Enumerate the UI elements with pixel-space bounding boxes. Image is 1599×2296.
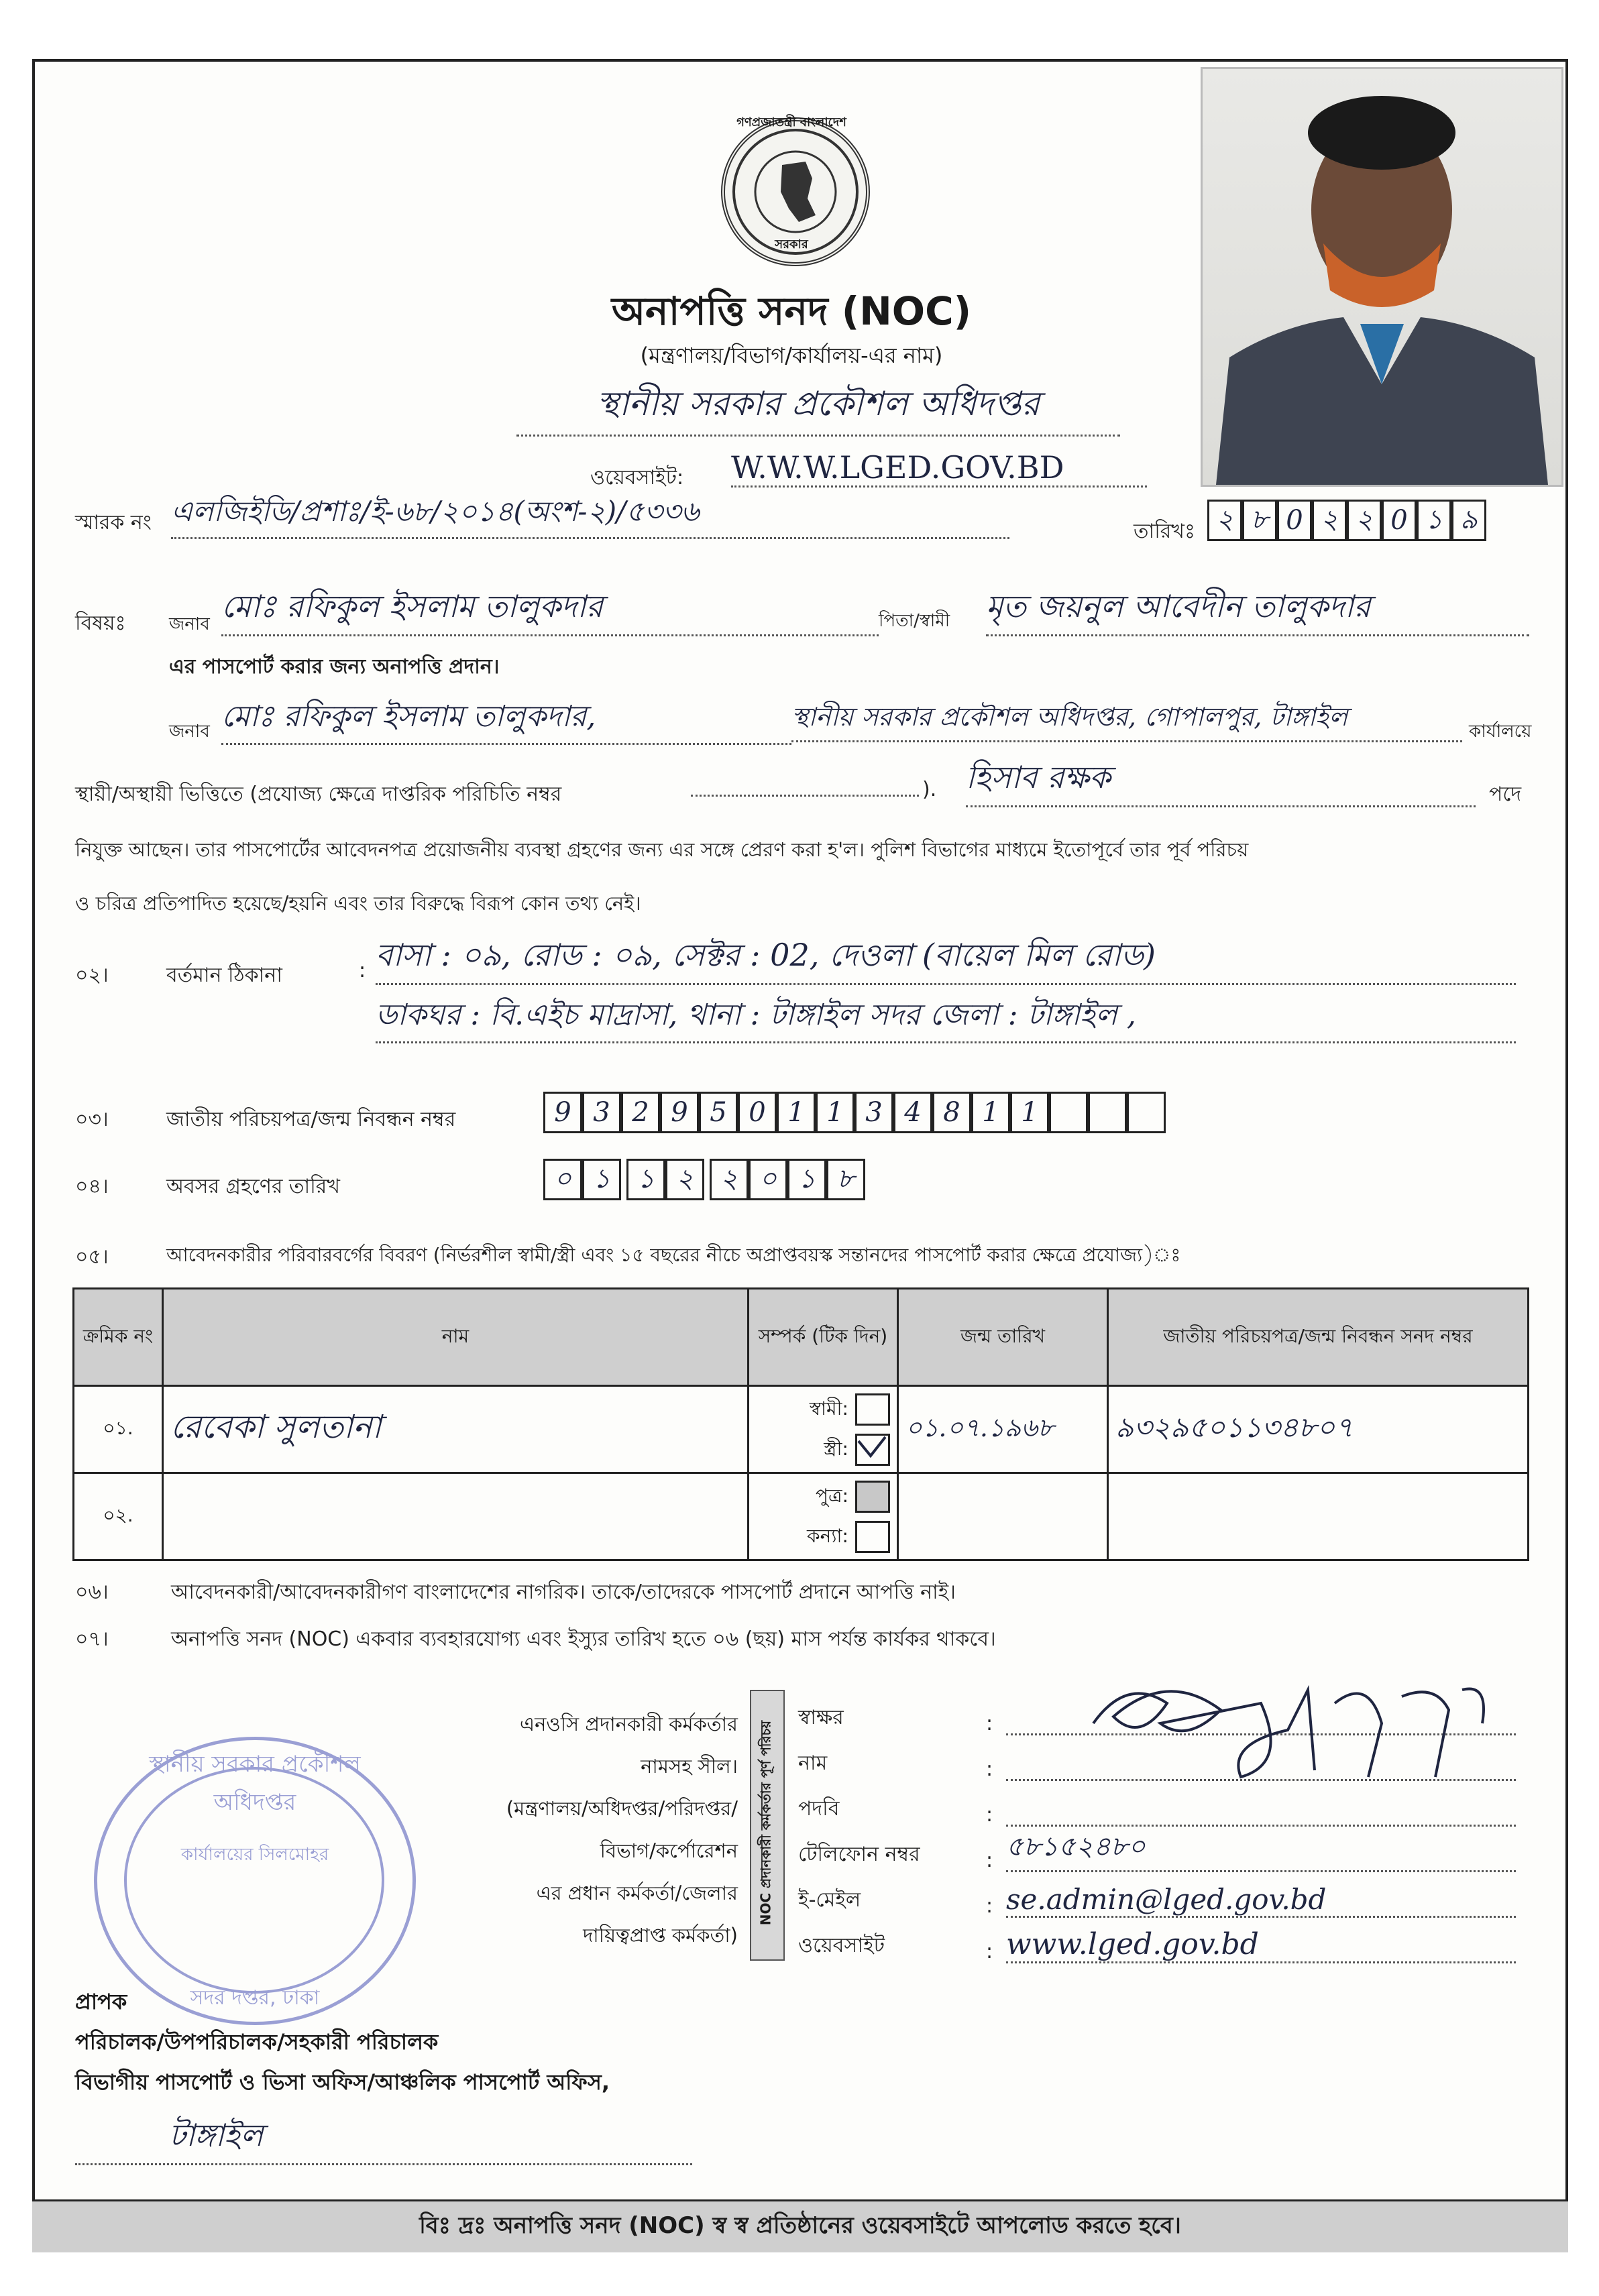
issuer-line: এর প্রধান কর্মকর্তা/জেলার <box>536 1882 738 1904</box>
para-name: মোঃ রফিকুল ইসলাম তালুকদার, <box>221 694 791 745</box>
father-name: মৃত জয়নুল আবেদীন তালুকদার <box>986 583 1529 636</box>
date-digit: 0 <box>1277 500 1312 541</box>
ministry-subtitle: (মন্ত্রণালয়/বিভাগ/কার্যালয়-এর নাম) <box>640 343 943 368</box>
para-office-suffix: কার্যালয়ে <box>1469 722 1532 742</box>
janab-label: জনাব <box>169 614 210 634</box>
item02-label: বর্তমান ঠিকানা <box>166 964 282 987</box>
portrait-icon <box>1203 69 1561 485</box>
table-row <box>74 1473 1529 1560</box>
memo-value: এলজিইডি/প্রশাঃ/ই-৬৮/২০১৪(অংশ-২)/৫৩৩৬ <box>171 490 1009 539</box>
item06-text: আবেদনকারী/আবেদনকারীগণ বাংলাদেশের নাগরিক। তাকে/তাদেরকে পাসপোর্ট প্রদানে আপত্তি নাই। <box>171 1581 956 1604</box>
rel-son-label: পুত্র: <box>815 1484 848 1507</box>
item05-label: আবেদনকারীর পরিবারবর্গের বিবরণ (নির্ভরশীল স্বামী/স্ত্রী এবং ১৫ বছরের নীচে অপ্রাপ্তবয়স্ক সন্তানদের পাসপোর্ট করার ক্ষেত্রে প্রযোজ্য)ঃ <box>166 1244 1181 1266</box>
row-sl: ০১. <box>74 1386 163 1473</box>
row-relation <box>749 1386 898 1473</box>
item02-num: ০২। <box>75 964 109 987</box>
document-title: অনাপত্তি সনদ (NOC) <box>611 288 972 334</box>
daughter-checkbox[interactable] <box>855 1521 890 1553</box>
nid-digit: 3 <box>582 1092 621 1133</box>
field-label: টেলিফোন নম্বর <box>798 1843 920 1866</box>
son-checkbox[interactable] <box>855 1481 890 1513</box>
website-row: ওয়েবসাইট : www.lged.gov.bd <box>798 1918 1516 1963</box>
father-label: পিতা/স্বামী <box>879 611 950 631</box>
recipient-city: টাঙ্গাইল <box>75 2112 692 2165</box>
ret-digit: ২ <box>665 1159 704 1200</box>
issuer-line: (মন্ত্রণালয়/অধিদপ্তর/পরিদপ্তর/ <box>506 1797 738 1820</box>
nid-digit: 1 <box>1010 1092 1049 1133</box>
subject-label: বিষয়ঃ <box>75 612 126 635</box>
row-name <box>163 1473 749 1560</box>
rel-daughter-label: কন্যা: <box>807 1524 848 1547</box>
recipient-line1: পরিচালক/উপপরিচালক/সহকারী পরিচালক <box>75 2029 439 2055</box>
office-stamp <box>94 1737 416 2025</box>
header-nid: জাতীয় পরিচয়পত্র/জন্ম নিবন্ধন সনদ নম্বর <box>1108 1289 1529 1386</box>
ret-digit: ০ <box>543 1159 582 1200</box>
nid-digit: 0 <box>738 1092 777 1133</box>
address-line1: বাসা : ০৯, রোড : ০৯, সেক্টর : 02, দেওলা (বায়েল মিল রোড) <box>376 932 1516 985</box>
signature-row: স্বাক্ষর : <box>798 1690 1516 1735</box>
ret-digit: ১ <box>582 1159 621 1200</box>
designation: হিসাব রক্ষক <box>966 754 1476 807</box>
item03-label: জাতীয় পরিচয়পত্র/জন্ম নিবন্ধন নম্বর <box>166 1108 456 1131</box>
family-table-header <box>74 1289 1529 1386</box>
para-line2-blank <box>691 795 919 797</box>
header-name: নাম <box>163 1289 749 1386</box>
vertical-label: NOC প্রদানকারী কর্মকর্তার পূর্ণ পরিচয় <box>757 1720 774 1926</box>
stamp-bottom: সদর দপ্তর, ঢাকা <box>190 1986 320 2010</box>
item02-colon: : <box>359 959 366 982</box>
nid-digit <box>1127 1092 1166 1133</box>
para-line3: নিযুক্ত আছেন। তার পাসপোর্টের আবেদনপত্র প্রয়োজনীয় ব্যবস্থা গ্রহণের জন্য এর সঙ্গে প্রেরণ করা হ'ল। পুলিশ বিভাগের মাধ্যমে ইতোপূর্বে তার পূর্ব পরিচয় <box>75 838 1249 861</box>
row-relation <box>749 1473 898 1560</box>
rel-husband-label: স্বামী: <box>809 1397 848 1420</box>
issuer-line: নামসহ সীল। <box>641 1755 738 1778</box>
row-sl: ০২. <box>74 1473 163 1560</box>
item05-num: ০৫। <box>75 1245 109 1269</box>
ret-digit: ৮ <box>826 1159 865 1200</box>
row-nid <box>1108 1473 1529 1560</box>
nid-digit: 9 <box>660 1092 699 1133</box>
name-row: নাম : <box>798 1735 1516 1781</box>
field-label: স্বাক্ষর <box>798 1706 844 1729</box>
para-janab-label: জনাব <box>169 722 210 742</box>
memo-label: স্মারক নং <box>75 511 152 534</box>
date-digit: ২ <box>1347 500 1382 541</box>
para-office: স্থানীয় সরকার প্রকৌশল অধিদপ্তর, গোপালপুর, টাঙ্গাইল <box>791 697 1462 742</box>
footer-note: বিঃ দ্রঃ অনাপত্তি সনদ (NOC) স্ব স্ব প্রতিষ্ঠানের ওয়েবসাইটে আপলোড করতে হবে। <box>32 2199 1568 2252</box>
nid-digit: 5 <box>699 1092 738 1133</box>
emblem-top-text: গণপ্রজাতন্ত্রী বাংলাদেশ <box>736 115 846 129</box>
ret-digit: ২ <box>710 1159 749 1200</box>
field-value: ৫৮১৫২৪৮০ <box>1006 1825 1516 1872</box>
row-dob: ০১.০৭.১৯৬৮ <box>898 1386 1108 1473</box>
website-label: ওয়েবসাইট: <box>590 466 684 490</box>
field-label: পদবি <box>798 1797 840 1821</box>
address-line2: ডাকঘর : বি.এইচ মাদ্রাসা, থানা : টাঙ্গাইল সদর জেলা : টাঙ্গাইল , <box>376 992 1516 1043</box>
header-sl: ক্রমিক নং <box>74 1289 163 1386</box>
field-label: ই-মেইল <box>798 1888 861 1912</box>
date-digit: ৮ <box>1242 500 1277 541</box>
nid-digit: 8 <box>932 1092 971 1133</box>
item03-num: ০৩। <box>75 1108 109 1131</box>
check-mark-icon <box>856 1434 887 1462</box>
vertical-label-strip <box>750 1690 785 1961</box>
nid-digit: 1 <box>971 1092 1010 1133</box>
row-dob <box>898 1473 1108 1560</box>
field-value: www.lged.gov.bd <box>1006 1927 1516 1963</box>
header-dob: জন্ম তারিখ <box>898 1289 1108 1386</box>
table-row <box>74 1386 1529 1473</box>
date-digit: ১ <box>1417 500 1451 541</box>
husband-checkbox[interactable] <box>855 1393 890 1426</box>
rel-wife-label: স্ত্রী: <box>824 1437 848 1460</box>
telephone-row: টেলিফোন নম্বর : ৫৮১৫২৪৮০ <box>798 1827 1516 1872</box>
applicant-photo <box>1201 67 1563 487</box>
para-line2-left: স্থায়ী/অস্থায়ী ভিত্তিতে (প্রযোজ্য ক্ষেত্রে দাপ্তরিক পরিচিতি নম্বর <box>75 783 562 806</box>
issuer-line: বিভাগ/কর্পোরেশন <box>600 1839 738 1862</box>
nid-boxes <box>543 1092 1166 1133</box>
date-boxes <box>1207 500 1486 541</box>
item04-num: ০৪। <box>75 1175 109 1198</box>
signature-scribble-icon <box>1087 1663 1502 1811</box>
ret-digit: ০ <box>749 1159 787 1200</box>
office-name: স্থানীয় সরকার প্রকৌশল অধিদপ্তর <box>516 379 1120 437</box>
ret-digit: ১ <box>626 1159 665 1200</box>
date-digit: ২ <box>1207 500 1242 541</box>
field-value: se.admin@lged.gov.bd <box>1006 1883 1516 1918</box>
nid-digit: 3 <box>854 1092 893 1133</box>
nid-digit: 1 <box>777 1092 816 1133</box>
nid-digit <box>1049 1092 1088 1133</box>
nid-digit: 1 <box>816 1092 854 1133</box>
row-nid: ৯৩২৯৫০১১৩৪৮০৭ <box>1108 1386 1529 1473</box>
subject-tail: এর পাসপোর্ট করার জন্য অনাপত্তি প্রদান। <box>169 655 500 679</box>
website-value: W.W.W.LGED.GOV.BD <box>731 449 1147 487</box>
email-row: ই-মেইল : se.admin@lged.gov.bd <box>798 1872 1516 1918</box>
item06-num: ০৬। <box>75 1581 109 1604</box>
designation-row: পদবি : <box>798 1781 1516 1827</box>
para-line2-paren: ). <box>922 778 937 801</box>
date-digit: 0 <box>1382 500 1417 541</box>
para-line4: ও চরিত্র প্রতিপাদিত হয়েছে/হয়নি এবং তার বিরুদ্ধে বিরূপ কোন তথ্য নেই। <box>75 892 641 915</box>
issuer-block <box>402 1703 738 1957</box>
family-table <box>72 1287 1529 1561</box>
recipient-line2: বিভাগীয় পাসপোর্ট ও ভিসা অফিস/আঞ্চলিক পাসপোর্ট অফিস, <box>75 2069 610 2095</box>
nid-digit <box>1088 1092 1127 1133</box>
nid-digit: 4 <box>893 1092 932 1133</box>
issuer-line: দায়িত্বপ্রাপ্ত কর্মকর্তা) <box>583 1924 738 1947</box>
header-relation: সম্পর্ক (টিক দিন) <box>749 1289 898 1386</box>
row-name: রেবেকা সুলতানা <box>163 1386 749 1473</box>
item07-text: অনাপত্তি সনদ (NOC) একবার ব্যবহারযোগ্য এবং ইস্যুর তারিখ হতে ০৬ (ছয়) মাস পর্যন্ত কার্যকর থাকবে। <box>171 1627 996 1651</box>
applicant-name: মোঃ রফিকুল ইসলাম তালুকদার <box>221 583 879 636</box>
para-line2-suffix: পদে <box>1489 783 1522 806</box>
stamp-text: স্থানীয় সরকার প্রকৌশল অধিদপ্তর <box>149 1751 361 1816</box>
nid-digit: 2 <box>621 1092 660 1133</box>
emblem-bottom-text: সরকার <box>775 237 808 251</box>
stamp-inner: কার্যালয়ের সিলমোহর <box>180 1845 329 1865</box>
date-digit: ৯ <box>1451 500 1486 541</box>
item04-label: অবসর গ্রহণের তারিখ <box>166 1175 340 1198</box>
wife-checkbox[interactable] <box>855 1434 890 1466</box>
ret-digit: ১ <box>787 1159 826 1200</box>
field-label: ওয়েবসাইট <box>798 1934 885 1957</box>
date-label: তারিখঃ <box>1134 520 1195 543</box>
recipient-label: প্রাপক <box>75 1989 127 2014</box>
date-digit: ২ <box>1312 500 1347 541</box>
retirement-boxes <box>543 1159 865 1200</box>
nid-digit: 9 <box>543 1092 582 1133</box>
issuer-line: এনওসি প্রদানকারী কর্মকর্তার <box>520 1713 738 1735</box>
field-label: নাম <box>798 1752 828 1775</box>
item07-num: ০৭। <box>75 1627 109 1651</box>
